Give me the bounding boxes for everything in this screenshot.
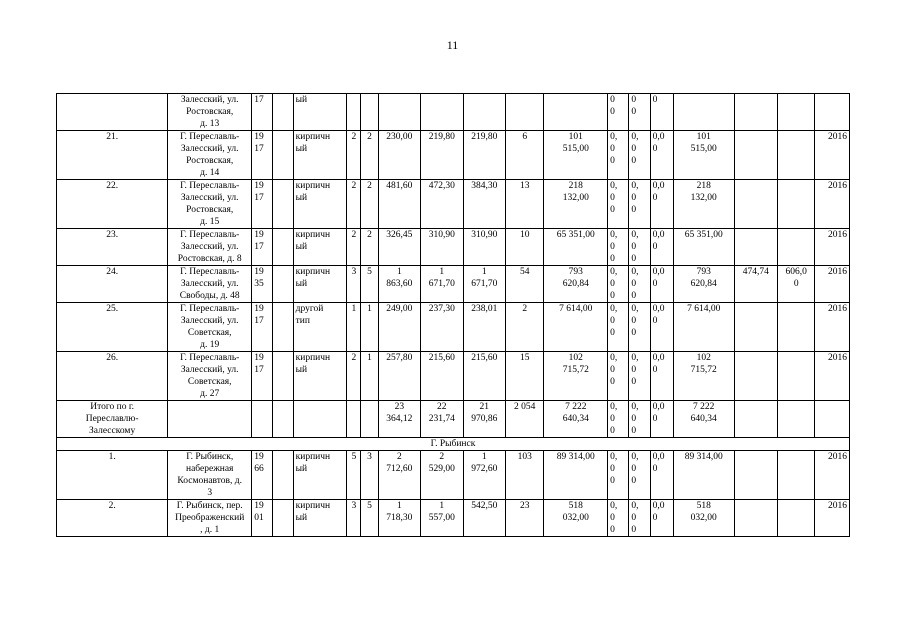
table-cell: 24. xyxy=(57,266,168,303)
housing-table xyxy=(56,93,850,537)
table-cell xyxy=(168,401,252,438)
table-cell: 1 863,60 xyxy=(378,266,420,303)
table-cell: 13 xyxy=(505,180,543,229)
table-cell: 230,00 xyxy=(378,131,420,180)
table-cell xyxy=(273,266,293,303)
table-cell: 2 xyxy=(361,229,378,266)
table-cell: 22 231,74 xyxy=(421,401,463,438)
table-cell: 54 xyxy=(505,266,543,303)
table-cell: 22. xyxy=(57,180,168,229)
table-cell: 2 xyxy=(361,131,378,180)
table-cell: 1 xyxy=(347,303,361,352)
table-cell: кирпичн ый xyxy=(293,451,347,500)
table-cell: Г. Рыбинск, набережная Космонавтов, д. 3 xyxy=(168,451,252,500)
table-cell: 2 712,60 xyxy=(378,451,420,500)
table-cell: 10 xyxy=(505,229,543,266)
table-cell: 481,60 xyxy=(378,180,420,229)
table-cell xyxy=(273,94,293,131)
table-cell: 0, 0 0 xyxy=(608,180,629,229)
table-cell xyxy=(734,131,777,180)
table-cell: 65 351,00 xyxy=(673,229,734,266)
table-cell: 19 17 xyxy=(252,352,273,401)
table-cell xyxy=(273,352,293,401)
table-cell: 1 671,70 xyxy=(421,266,463,303)
table-cell xyxy=(734,229,777,266)
table-row xyxy=(57,266,850,303)
table-cell: 0, 0 0 xyxy=(608,266,629,303)
table-cell xyxy=(378,94,420,131)
table-cell: 1 671,70 xyxy=(463,266,505,303)
table-cell xyxy=(544,94,608,131)
table-cell: 238,01 xyxy=(463,303,505,352)
table-cell: 0, 0 0 xyxy=(608,352,629,401)
table-cell xyxy=(734,352,777,401)
table-cell: 5 xyxy=(361,266,378,303)
table-cell: ый xyxy=(293,94,347,131)
table-cell: 19 17 xyxy=(252,229,273,266)
table-cell: 19 17 xyxy=(252,131,273,180)
table-cell xyxy=(347,401,361,438)
table-cell: 606,0 0 xyxy=(778,266,815,303)
table-cell: 326,45 xyxy=(378,229,420,266)
table-row xyxy=(57,94,850,131)
table-cell: 2 xyxy=(505,303,543,352)
table-cell: 0,0 0 xyxy=(650,180,673,229)
table-row xyxy=(57,131,850,180)
table-cell xyxy=(273,401,293,438)
table-cell: 7 614,00 xyxy=(544,303,608,352)
table-cell: 101 515,00 xyxy=(544,131,608,180)
table-cell: 793 620,84 xyxy=(673,266,734,303)
table-cell: 0, 0 0 xyxy=(629,303,650,352)
table-cell: 1 718,30 xyxy=(378,500,420,537)
table-cell: 19 17 xyxy=(252,180,273,229)
table-cell: 0, 0 0 xyxy=(608,401,629,438)
table-row xyxy=(57,352,850,401)
table-cell: 472,30 xyxy=(421,180,463,229)
table-row xyxy=(57,401,850,438)
table-cell xyxy=(347,94,361,131)
table-cell: 2 xyxy=(347,229,361,266)
table-cell: 65 351,00 xyxy=(544,229,608,266)
table-cell xyxy=(273,500,293,537)
table-cell: 218 132,00 xyxy=(673,180,734,229)
page-number: 11 xyxy=(446,38,459,52)
table-cell: 0,0 0 xyxy=(650,131,673,180)
table-cell: Г. Переславль- Залесский, ул. Ростовская, д. 15 xyxy=(168,180,252,229)
table-cell: 793 620,84 xyxy=(544,266,608,303)
table-cell: 102 715,72 xyxy=(673,352,734,401)
table-cell: 0 0 xyxy=(629,94,650,131)
table-cell: 518 032,00 xyxy=(673,500,734,537)
table-cell: 19 17 xyxy=(252,303,273,352)
table-cell: 2016 xyxy=(815,352,850,401)
table-cell: 1 xyxy=(361,352,378,401)
table-cell: 2016 xyxy=(815,500,850,537)
table-cell xyxy=(734,303,777,352)
table-cell xyxy=(463,94,505,131)
section-row xyxy=(57,438,850,451)
table-cell xyxy=(361,401,378,438)
table-cell: 7 614,00 xyxy=(673,303,734,352)
table-cell xyxy=(734,451,777,500)
table-cell xyxy=(361,94,378,131)
table-cell: 218 132,00 xyxy=(544,180,608,229)
table-cell: Г. Переславль- Залесский, ул. Ростовская, д. 8 xyxy=(168,229,252,266)
table-cell: 0,0 0 xyxy=(650,401,673,438)
table-cell: 2016 xyxy=(815,451,850,500)
table-cell: 2 xyxy=(347,352,361,401)
table-cell: 21 970,86 xyxy=(463,401,505,438)
table-cell: 2 xyxy=(347,131,361,180)
table-cell xyxy=(815,94,850,131)
table-cell: Итого по г. Переславлю- Залесскому xyxy=(57,401,168,438)
table-cell: 2. xyxy=(57,500,168,537)
table-cell: 3 xyxy=(347,500,361,537)
table-cell: 0,0 0 xyxy=(650,500,673,537)
table-cell: 7 222 640,34 xyxy=(544,401,608,438)
table-cell: 2 xyxy=(347,180,361,229)
table-cell: кирпичн ый xyxy=(293,131,347,180)
table-cell xyxy=(734,180,777,229)
table-cell: 25. xyxy=(57,303,168,352)
table-cell: 249,00 xyxy=(378,303,420,352)
table-cell: 0, 0 0 xyxy=(629,451,650,500)
table-cell xyxy=(778,180,815,229)
table-row xyxy=(57,500,850,537)
table-cell: 542,50 xyxy=(463,500,505,537)
table-cell: 19 01 xyxy=(252,500,273,537)
table-cell: 3 xyxy=(347,266,361,303)
table-cell: 26. xyxy=(57,352,168,401)
table-cell xyxy=(273,131,293,180)
table-cell: 310,90 xyxy=(463,229,505,266)
table-cell xyxy=(673,94,734,131)
table-cell: 21. xyxy=(57,131,168,180)
table-cell: кирпичн ый xyxy=(293,229,347,266)
table-cell: 384,30 xyxy=(463,180,505,229)
table-cell: 219,80 xyxy=(463,131,505,180)
table-cell: 215,60 xyxy=(421,352,463,401)
table-cell xyxy=(505,94,543,131)
table-cell: 1. xyxy=(57,451,168,500)
table-cell xyxy=(252,401,273,438)
table-cell: 2016 xyxy=(815,180,850,229)
table-cell: 23 364,12 xyxy=(378,401,420,438)
table-cell xyxy=(778,303,815,352)
table-cell: 257,80 xyxy=(378,352,420,401)
table-cell: 2016 xyxy=(815,229,850,266)
table-cell: 2 529,00 xyxy=(421,451,463,500)
table-cell: 0, 0 0 xyxy=(608,229,629,266)
table-cell xyxy=(734,401,777,438)
table-cell: 2016 xyxy=(815,131,850,180)
table-cell: 89 314,00 xyxy=(544,451,608,500)
table-cell: Залесский, ул. Ростовская, д. 13 xyxy=(168,94,252,131)
table-cell xyxy=(273,451,293,500)
table-cell: 5 xyxy=(361,500,378,537)
table-cell xyxy=(57,94,168,131)
table-cell: 0 xyxy=(650,94,673,131)
table-cell xyxy=(778,451,815,500)
table-cell xyxy=(778,401,815,438)
table-cell: 15 xyxy=(505,352,543,401)
table-cell xyxy=(734,94,777,131)
table-cell xyxy=(778,131,815,180)
table-cell: 0,0 0 xyxy=(650,229,673,266)
table-cell: 5 xyxy=(347,451,361,500)
table-cell: 474,74 xyxy=(734,266,777,303)
table-cell xyxy=(273,180,293,229)
table-cell: 102 715,72 xyxy=(544,352,608,401)
table-cell: 2 xyxy=(361,180,378,229)
table-cell: кирпичн ый xyxy=(293,500,347,537)
table-cell: 0 0 xyxy=(608,94,629,131)
table-cell: 19 35 xyxy=(252,266,273,303)
table-cell: кирпичн ый xyxy=(293,266,347,303)
table-cell: 2016 xyxy=(815,266,850,303)
table-cell: 17 xyxy=(252,94,273,131)
table-cell: кирпичн ый xyxy=(293,352,347,401)
table-cell: 23. xyxy=(57,229,168,266)
table-cell: 1 972,60 xyxy=(463,451,505,500)
table-cell: 215,60 xyxy=(463,352,505,401)
table-cell xyxy=(815,401,850,438)
table-cell: 19 66 xyxy=(252,451,273,500)
table-cell: 0, 0 0 xyxy=(629,401,650,438)
table-cell: 0, 0 0 xyxy=(629,229,650,266)
table-cell: 0,0 0 xyxy=(650,352,673,401)
table-cell: другой тип xyxy=(293,303,347,352)
table-cell: 2 054 xyxy=(505,401,543,438)
table-cell: 0, 0 0 xyxy=(629,131,650,180)
table-cell xyxy=(293,401,347,438)
table-cell: 0, 0 0 xyxy=(629,500,650,537)
table-cell: 0,0 0 xyxy=(650,303,673,352)
table-cell: 0,0 0 xyxy=(650,451,673,500)
table-cell: 0, 0 0 xyxy=(629,180,650,229)
table-cell: Г. Рыбинск, пер. Преображенский , д. 1 xyxy=(168,500,252,537)
table-cell: 2016 xyxy=(815,303,850,352)
table-cell xyxy=(778,229,815,266)
table-cell: 23 xyxy=(505,500,543,537)
table-cell: 518 032,00 xyxy=(544,500,608,537)
table-cell xyxy=(273,229,293,266)
table-row xyxy=(57,303,850,352)
table-cell: 101 515,00 xyxy=(673,131,734,180)
table-cell: 0, 0 0 xyxy=(629,266,650,303)
table-row xyxy=(57,180,850,229)
table-cell xyxy=(778,352,815,401)
table-cell: 0,0 0 xyxy=(650,266,673,303)
table-cell: 103 xyxy=(505,451,543,500)
table-cell: 0, 0 0 xyxy=(608,451,629,500)
table-cell: Г. Переславль- Залесский, ул. Советская, д. 19 xyxy=(168,303,252,352)
table-cell: Г. Переславль- Залесский, ул. Свободы, д. 48 xyxy=(168,266,252,303)
table-cell: 0, 0 0 xyxy=(608,131,629,180)
table-cell xyxy=(273,303,293,352)
table-cell: 237,30 xyxy=(421,303,463,352)
table-row xyxy=(57,229,850,266)
table-cell xyxy=(778,94,815,131)
table-cell xyxy=(421,94,463,131)
table-cell: 219,80 xyxy=(421,131,463,180)
table-cell: 6 xyxy=(505,131,543,180)
table-cell: Г. Переславль- Залесский, ул. Советская, д. 27 xyxy=(168,352,252,401)
table-cell: 310,90 xyxy=(421,229,463,266)
table-cell: 0, 0 0 xyxy=(629,352,650,401)
table-cell: 0, 0 0 xyxy=(608,500,629,537)
table-cell: Г. Переславль- Залесский, ул. Ростовская, д. 14 xyxy=(168,131,252,180)
table-cell: 1 xyxy=(361,303,378,352)
table-row xyxy=(57,451,850,500)
table-cell: 1 557,00 xyxy=(421,500,463,537)
section-title: Г. Рыбинск xyxy=(57,438,850,451)
table-cell: кирпичн ый xyxy=(293,180,347,229)
table-cell xyxy=(778,500,815,537)
table-cell: 0, 0 0 xyxy=(608,303,629,352)
table-cell xyxy=(734,500,777,537)
table-cell: 3 xyxy=(361,451,378,500)
table-cell: 89 314,00 xyxy=(673,451,734,500)
table-cell: 7 222 640,34 xyxy=(673,401,734,438)
